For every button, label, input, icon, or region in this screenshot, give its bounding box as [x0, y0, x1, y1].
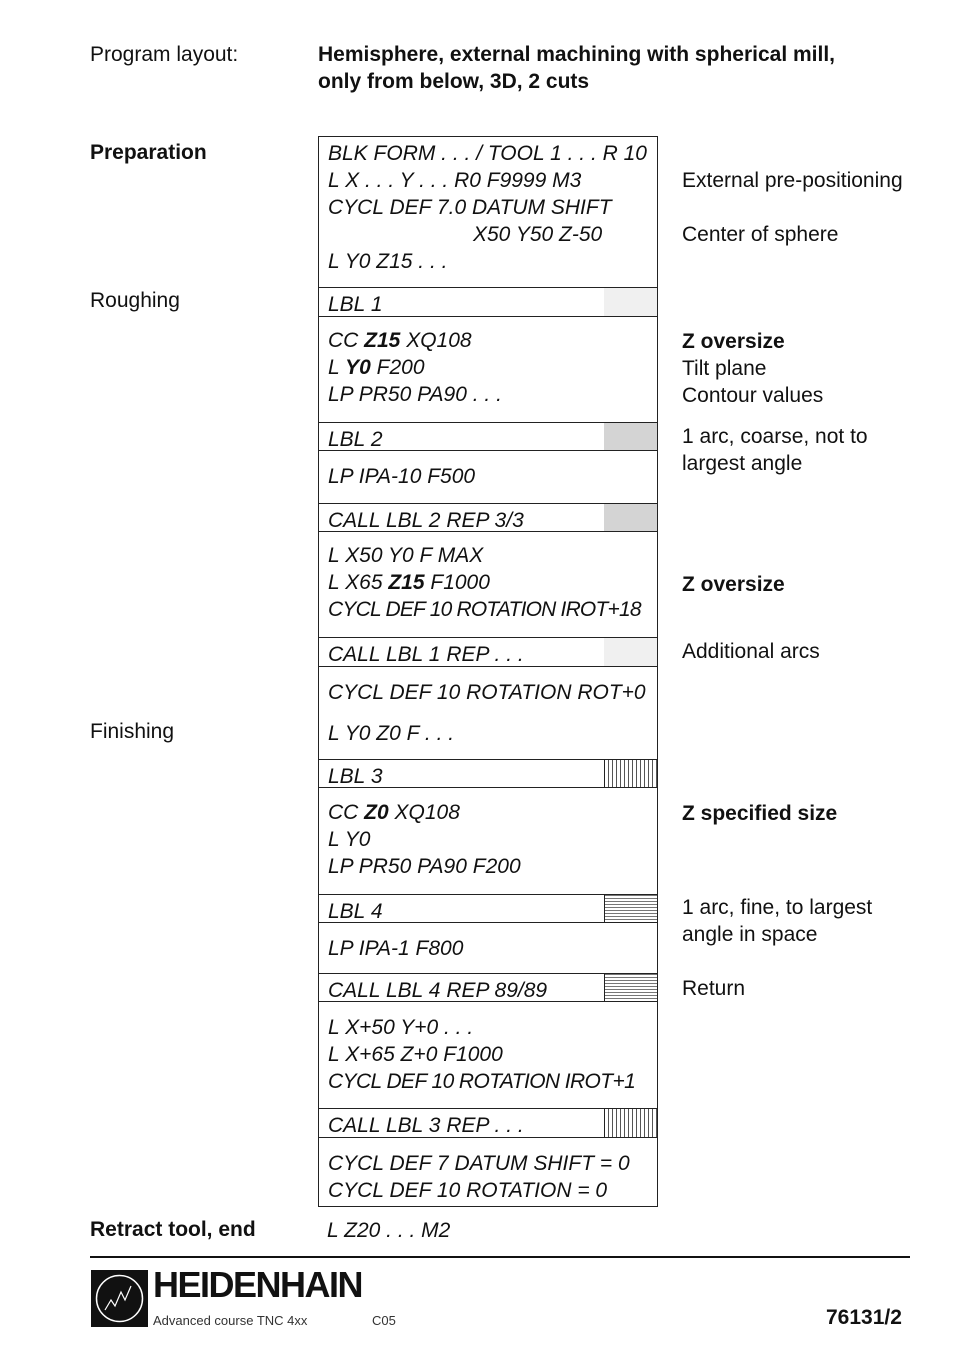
code-line: L X+65 Z+0 F1000	[328, 1043, 503, 1066]
note-z-oversize: Z oversize	[682, 330, 785, 353]
code-line: LP IPA-1 F800	[328, 937, 464, 960]
code-lines	[328, 799, 521, 880]
page-title-line1: Hemisphere, external machining with spherical mill,	[318, 43, 835, 66]
note-return: Return	[682, 977, 746, 1000]
section-finishing: Finishing	[90, 720, 175, 743]
code-block-call3	[318, 1108, 658, 1138]
code-block-lbl3	[318, 759, 658, 788]
course-name: Advanced course TNC 4xx	[153, 1313, 308, 1328]
code-line: CC Z0 XQ108	[328, 801, 460, 824]
note-additional-arcs: Additional arcs	[682, 640, 820, 663]
code-block-lp-ipa10	[318, 450, 658, 504]
code-line: CYCL DEF 10 ROTATION = 0	[328, 1179, 608, 1202]
heidenhain-logo-mark	[91, 1270, 148, 1327]
code-block-reset	[318, 1137, 658, 1207]
code-lines	[328, 140, 647, 275]
note-center-of-sphere: Center of sphere	[682, 223, 839, 246]
code-line: CALL LBL 2 REP 3/3	[328, 509, 524, 532]
code-line: CYCL DEF 10 ROTATION IROT+18	[328, 598, 641, 621]
code-block-call2	[318, 503, 658, 532]
label-marker-swatch	[604, 895, 657, 922]
note-z-oversize-2: Z oversize	[682, 573, 785, 596]
code-line: X50 Y50 Z-50	[473, 223, 603, 246]
note-external-prepositioning: External pre-positioning	[682, 169, 903, 192]
code-line: L Y0 Z15 . . .	[328, 250, 448, 273]
section-retract: Retract tool, end	[90, 1218, 256, 1241]
code-block-call1	[318, 637, 658, 667]
brand-name: HEIDENHAIN	[153, 1264, 363, 1305]
page-title-line2: only from below, 3D, 2 cuts	[318, 70, 590, 93]
code-line: CALL LBL 4 REP 89/89	[328, 979, 548, 1002]
code-line: L X65 Z15 F1000	[328, 571, 490, 594]
note-arc-fine-2: angle in space	[682, 923, 818, 946]
code-line: CYCL DEF 10 ROTATION ROT+0	[328, 681, 646, 704]
code-block-call4	[318, 973, 658, 1002]
section-preparation: Preparation	[90, 141, 207, 164]
code-line: LBL 3	[328, 765, 383, 788]
code-line: L X . . . Y . . . R0 F9999 M3	[328, 169, 582, 192]
code-line: CC Z15 XQ108	[328, 329, 472, 352]
code-line: CYCL DEF 7.0 DATUM SHIFT	[328, 196, 612, 219]
note-arc-fine-1: 1 arc, fine, to largest	[682, 896, 873, 919]
code-lines	[328, 1150, 630, 1204]
code-line: CYCL DEF 7 DATUM SHIFT = 0	[328, 1152, 630, 1175]
code-block-lp-ipa1	[318, 922, 658, 974]
label-marker-swatch	[604, 638, 657, 666]
logo-icon	[91, 1270, 148, 1327]
code-line: LBL 2	[328, 428, 383, 451]
code-block-rotation1	[318, 1001, 658, 1109]
code-lines	[328, 327, 502, 408]
code-block-finish-arc-setup	[318, 787, 658, 895]
code-block-rotation18	[318, 531, 658, 638]
label-marker-swatch	[604, 288, 657, 316]
note-z-specified-size: Z specified size	[682, 802, 838, 825]
code-line: BLK FORM . . . / TOOL 1 . . . R 10	[328, 142, 647, 165]
code-line: L Y0 F200	[328, 356, 425, 379]
label-marker-swatch	[604, 423, 657, 450]
code-lines	[328, 542, 641, 623]
code-block-rotation-reset	[318, 666, 658, 760]
code-line: L X50 Y0 F MAX	[328, 544, 484, 567]
code-line: L Y0 Z0 F . . .	[328, 722, 455, 745]
program-layout-label: Program layout:	[90, 43, 239, 66]
label-marker-swatch	[604, 1109, 657, 1137]
code-line: CALL LBL 1 REP . . .	[328, 643, 524, 666]
document-number: 76131/2	[826, 1306, 902, 1329]
label-marker-swatch	[604, 974, 657, 1001]
note-arc-coarse-2: largest angle	[682, 452, 803, 475]
code-line: LP IPA-10 F500	[328, 465, 476, 488]
code-block-lbl2	[318, 422, 658, 451]
label-marker-swatch	[604, 504, 657, 531]
code-line: CYCL DEF 10 ROTATION IROT+1	[328, 1070, 636, 1093]
code-line: LBL 1	[328, 293, 383, 316]
note-contour-values: Contour values	[682, 384, 824, 407]
section-roughing: Roughing	[90, 289, 180, 312]
code-line: CALL LBL 3 REP . . .	[328, 1114, 524, 1137]
code-line: LP PR50 PA90 . . .	[328, 383, 502, 406]
label-marker-swatch	[604, 760, 657, 787]
code-block-arc-setup	[318, 316, 658, 423]
note-arc-coarse-1: 1 arc, coarse, not to	[682, 425, 868, 448]
code-line-retract: L Z20 . . . M2	[327, 1219, 451, 1242]
note-tilt-plane: Tilt plane	[682, 357, 767, 380]
code-line: LP PR50 PA90 F200	[328, 855, 521, 878]
code-line: LBL 4	[328, 900, 383, 923]
code-lines	[328, 1014, 635, 1095]
code-block-lbl1	[318, 287, 658, 317]
course-code: C05	[372, 1313, 396, 1328]
code-line: L Y0	[328, 828, 371, 851]
code-block-lbl4	[318, 894, 658, 923]
code-block-preparation	[318, 136, 658, 288]
footer-divider	[90, 1256, 910, 1258]
code-line: L X+50 Y+0 . . .	[328, 1016, 474, 1039]
